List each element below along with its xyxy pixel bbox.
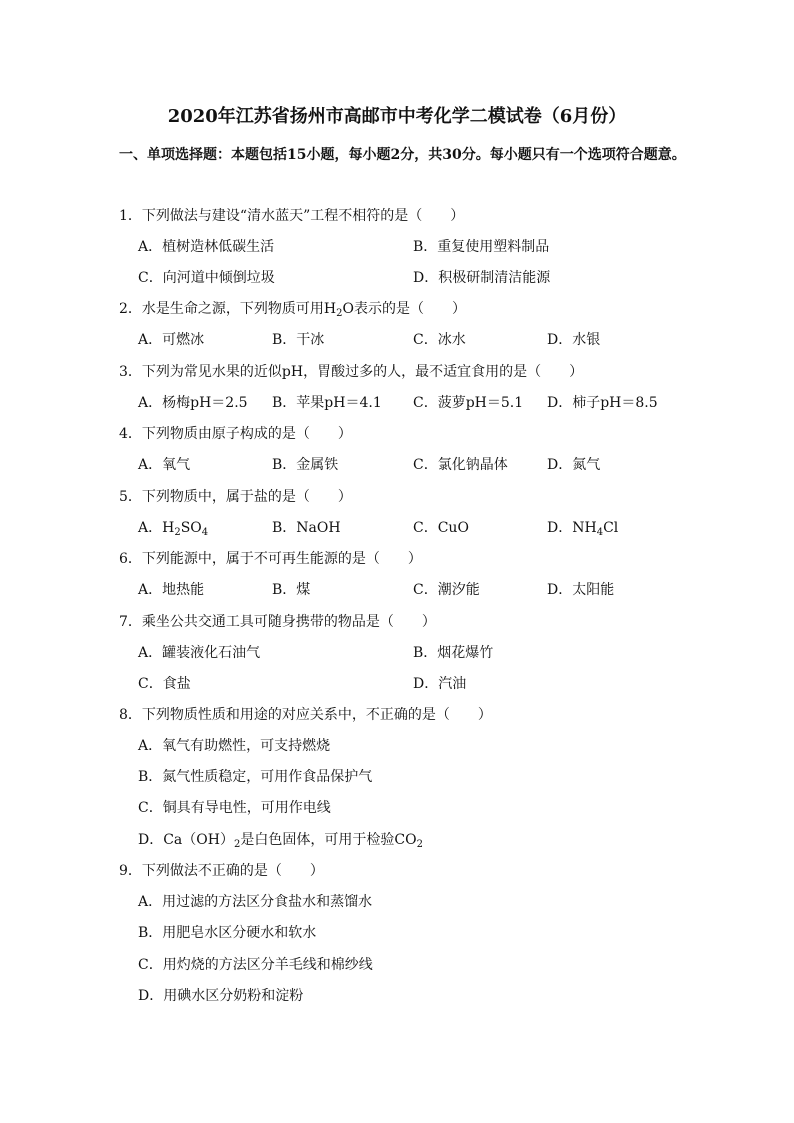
question-5-option-b: B．NaOH (272, 520, 341, 536)
question-4-option-d: D．氮气 (547, 457, 601, 473)
page-title: 2020年江苏省扬州市高邮市中考化学二模试卷（6月份） (167, 106, 627, 127)
question-6-option-a: A．地热能 (138, 582, 205, 598)
question-3-option-c: C．菠萝pH＝5.1 (413, 395, 524, 411)
question-4-option-a: A．氧气 (138, 457, 191, 473)
question-5-option-a: A．$H_2SO_4$ (138, 520, 209, 538)
question-6-option-d: D．太阳能 (547, 582, 615, 598)
question-7-stem: 7．乘坐公共交通工具可随身携带的物品是（ ） (119, 614, 436, 630)
question-5-option-c: C．CuO (413, 520, 469, 536)
question-2-option-c: C．冰水 (413, 332, 466, 348)
question-9-option-b: B．用肥皂水区分硬水和软水 (138, 925, 317, 941)
question-7-option-d: D．汽油 (413, 676, 467, 692)
question-3-option-b: B．苹果pH＝4.1 (272, 395, 382, 411)
question-8-option-b: B．氮气性质稳定，可用作食品保护气 (138, 769, 373, 785)
question-1-stem: 1．下列做法与建设“清水蓝天”工程不相符的是（ ） (119, 208, 465, 224)
question-5-option-d: D．$NH_4Cl$ (547, 520, 619, 538)
question-6-stem: 6．下列能源中，属于不可再生能源的是（ ） (119, 551, 422, 567)
question-1-option-a: A．植树造林低碳生活 (138, 239, 275, 255)
question-9-option-d: D．用碘水区分奶粉和淀粉 (138, 988, 304, 1004)
question-2-option-a: A．可燃冰 (138, 332, 205, 348)
section-heading: 一、单项选择题：本题包括15小题，每小题2分，共30分。每小题只有一个选项符合题意。 (119, 147, 686, 163)
question-3-option-a: A．杨梅pH＝2.5 (138, 395, 248, 411)
question-7-option-b: B．烟花爆竹 (413, 645, 494, 661)
question-3-option-d: D．柿子pH＝8.5 (547, 395, 658, 411)
question-2-option-d: D．水银 (547, 332, 601, 348)
question-1-option-b: B．重复使用塑料制品 (413, 239, 550, 255)
question-2-stem: 2．水是生命之源，下列物质可用$H_2O$表示的是（ ） (119, 301, 466, 319)
question-9-stem: 9．下列做法不正确的是（ ） (119, 863, 324, 879)
question-8-option-a: A．氧气有助燃性，可支持燃烧 (138, 738, 331, 754)
question-9-option-c: C．用灼烧的方法区分羊毛线和棉纱线 (138, 957, 373, 973)
question-1-option-c: C．向河道中倾倒垃圾 (138, 270, 275, 286)
question-8-option-c: C．铜具有导电性，可用作电线 (138, 800, 331, 816)
question-6-option-c: C．潮汐能 (413, 582, 480, 598)
question-8-stem: 8．下列物质性质和用途的对应关系中，不正确的是（ ） (119, 707, 492, 723)
question-4-stem: 4．下列物质由原子构成的是（ ） (119, 426, 352, 442)
question-8-option-d: D．$Ca(OH)_2$是白色固体，可用于检验$CO_2$ (138, 832, 423, 850)
question-9-option-a: A．用过滤的方法区分食盐水和蒸馏水 (138, 894, 373, 910)
question-5-stem: 5．下列物质中，属于盐的是（ ） (119, 489, 352, 505)
question-7-option-a: A．罐装液化石油气 (138, 645, 261, 661)
question-6-option-b: B．煤 (272, 582, 311, 598)
question-4-option-c: C．氯化钠晶体 (413, 457, 508, 473)
question-7-option-c: C．食盐 (138, 676, 191, 692)
question-2-option-b: B．干冰 (272, 332, 325, 348)
question-3-stem: 3．下列为常见水果的近似pH，胃酸过多的人，最不适宜食用的是（ ） (119, 364, 584, 380)
question-4-option-b: B．金属铁 (272, 457, 339, 473)
question-1-option-d: D．积极研制清洁能源 (413, 270, 551, 286)
